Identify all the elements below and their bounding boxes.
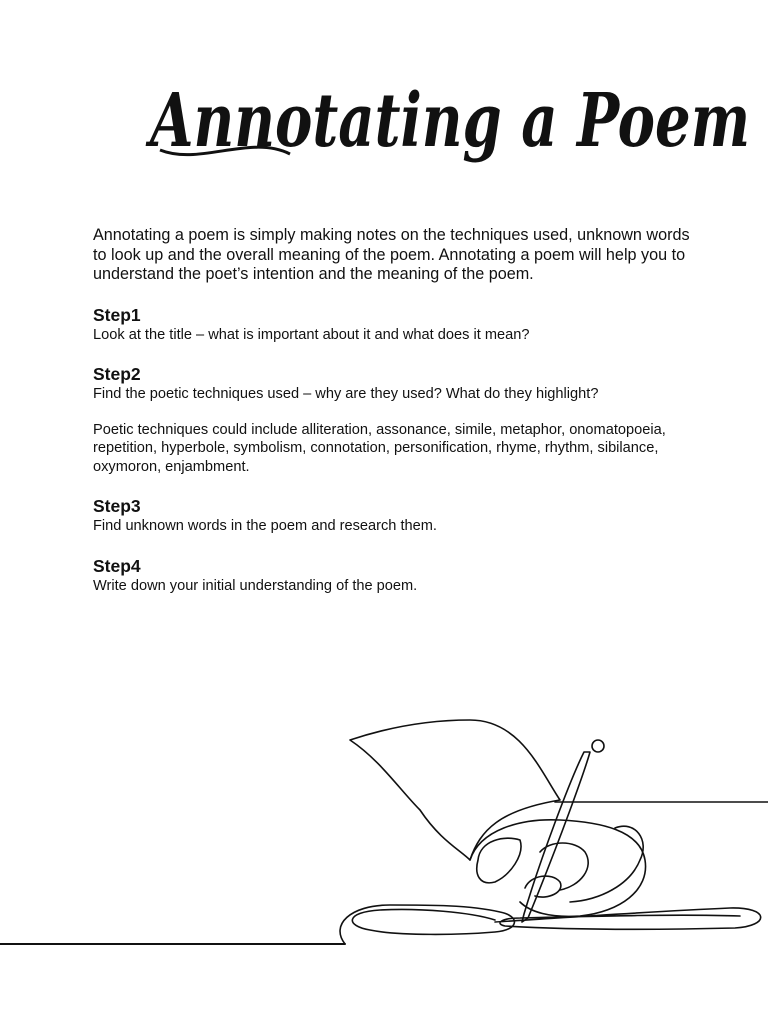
pen-body <box>522 752 590 922</box>
finger-curve-1 <box>570 826 643 902</box>
step-2 <box>93 364 693 476</box>
step-heading: Step3 <box>93 496 141 517</box>
step-heading: Step2 <box>93 364 141 385</box>
step-heading: Step1 <box>93 304 141 325</box>
sleeve-shape <box>350 720 560 860</box>
intro-paragraph: Annotating a poem is simply making notes on the techniques used, unknown words to look up and the overall meaning of the poem. Annotating a poem will help you to understand the poet’s intention and the meaning of the poem. <box>93 226 690 284</box>
page-title <box>140 38 760 188</box>
hand-writing-illustration <box>0 690 768 990</box>
step-4 <box>93 556 693 596</box>
hand-outline <box>470 820 646 917</box>
step-3 <box>93 496 693 536</box>
step-text: Write down your initial understanding of the poem. <box>93 577 418 594</box>
step-text: Look at the title – what is important about it and what does it mean? <box>93 326 530 343</box>
step-text: Find the poetic techniques used – why are they used? What do they highlight? <box>93 386 599 403</box>
pen-cap <box>592 740 604 752</box>
step-heading: Step4 <box>93 555 141 576</box>
step-1 <box>93 305 693 345</box>
title-text: Annotating a Poem <box>145 78 750 164</box>
techniques-paragraph: Poetic techniques could include alliteration, assonance, simile, metaphor, onomatopoeia, repetition, hyperbole, symbolism, connotation, personification, rhyme, rhythm, sibilance, oxymoron, enjambment. <box>93 421 666 475</box>
body-content <box>93 226 693 595</box>
hand-writing-line-art-icon <box>0 690 768 990</box>
step-text: Find unknown words in the poem and research them. <box>93 518 437 535</box>
knuckle-curve <box>540 843 588 890</box>
finger-curve-2 <box>477 838 521 883</box>
title-script <box>140 38 760 188</box>
scribble-left <box>340 905 514 944</box>
